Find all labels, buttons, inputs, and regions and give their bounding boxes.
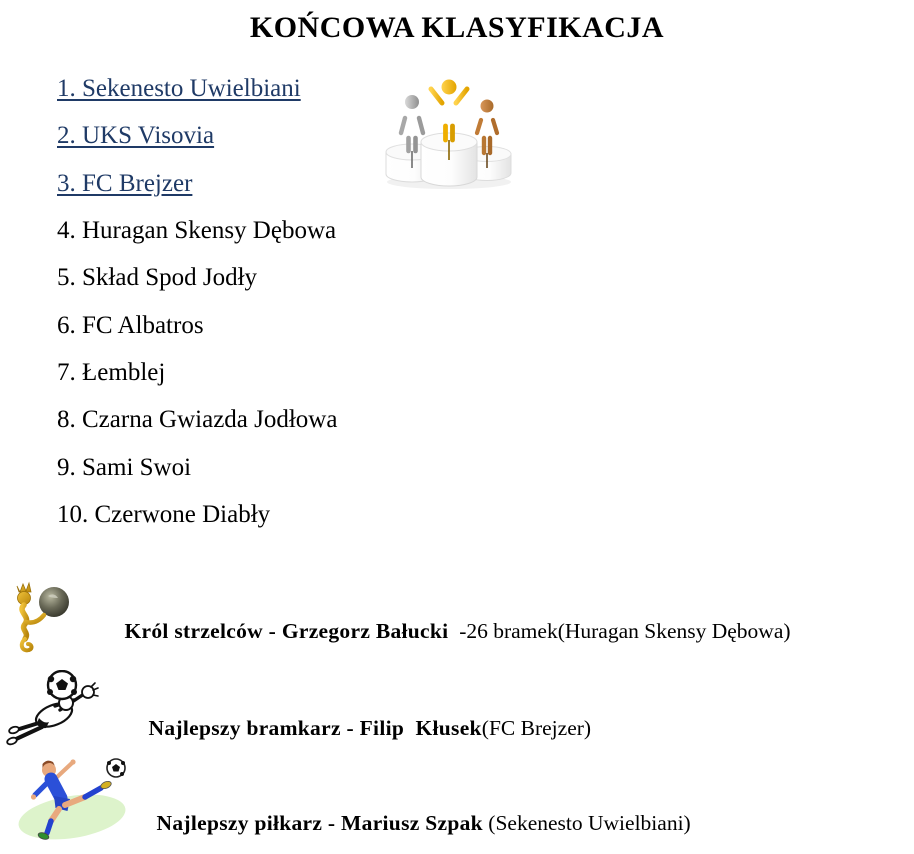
footballer-icon [12,755,134,849]
award-best-goalkeeper [127,686,591,770]
standings-item-4: 4. Huragan Skensy Dębowa [57,217,337,244]
page-title: KOŃCOWA KLASYFIKACJA [249,11,665,44]
standings-item-8: 8. Czarna Gwiazda Jodłowa [57,406,338,433]
award-best-player-detail: (Sekenesto Uwielbiani) [482,811,691,835]
standings-item-2[interactable]: 2. UKS Visovia [57,122,215,149]
goalkeeper-icon [2,670,120,750]
award-top-scorer [103,589,791,673]
standings-item-3[interactable]: 3. FC Brejzer [57,170,193,197]
standings-item-7: 7. Łemblej [57,359,166,386]
standings-item-1[interactable]: 1. Sekenesto Uwielbiani [57,75,301,102]
standings-item-9: 9. Sami Swoi [57,454,192,481]
award-best-goalkeeper-title: Najlepszy bramkarz - Filip Kłusek [148,716,482,740]
award-top-scorer-title: Król strzelców - Grzegorz Bałucki [124,619,449,643]
standings-item-10: 10. Czerwone Diabły [57,501,271,528]
award-top-scorer-detail: -26 bramek(Huragan Skensy Dębowa) [448,619,791,643]
top-scorer-figurine-icon [2,578,84,660]
award-best-player [135,781,691,854]
standings-item-5: 5. Skład Spod Jodły [57,264,258,291]
award-best-goalkeeper-detail: (FC Brejzer) [481,716,592,740]
award-best-player-title: Najlepszy piłkarz - Mariusz Szpak [156,811,483,835]
standings-item-6: 6. FC Albatros [57,312,204,339]
winners-podium-icon [374,72,524,190]
